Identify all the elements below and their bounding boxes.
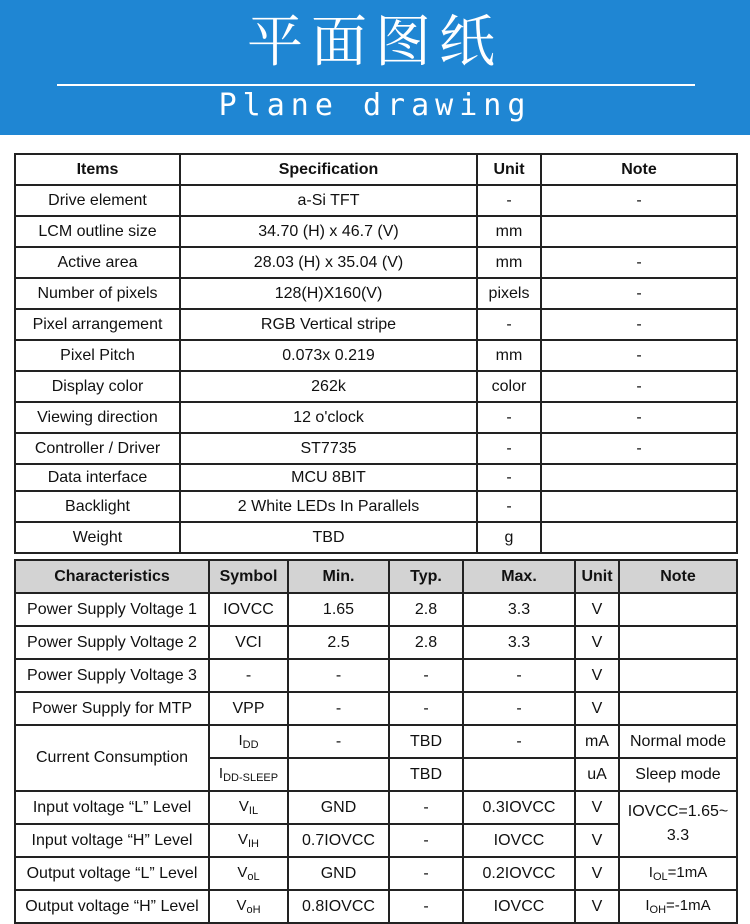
- cell-specification: 12 o'clock: [180, 402, 477, 433]
- cell-note: -: [541, 247, 737, 278]
- cell-specification: 28.03 (H) x 35.04 (V): [180, 247, 477, 278]
- cell-unit: V: [575, 593, 619, 626]
- cell-max: 3.3: [463, 626, 575, 659]
- cell-unit: -: [477, 464, 541, 491]
- cell-specification: 262k: [180, 371, 477, 402]
- cell-specification: a-Si TFT: [180, 185, 477, 216]
- cell-typ: -: [389, 857, 463, 890]
- cell-unit: -: [477, 185, 541, 216]
- table-row: [15, 309, 737, 340]
- specs-header-row: [15, 154, 737, 185]
- cell-symbol: $V_{oL}$: [209, 857, 288, 890]
- cell-typ: TBD: [389, 725, 463, 758]
- cell-unit: color: [477, 371, 541, 402]
- cell-max: IOVCC: [463, 890, 575, 923]
- cell-note: -: [541, 278, 737, 309]
- cell-typ: 2.8: [389, 593, 463, 626]
- cell-item: Pixel Pitch: [15, 340, 180, 371]
- table-row: [15, 491, 737, 522]
- table-row: [15, 433, 737, 464]
- cell-item: Weight: [15, 522, 180, 553]
- cell-specification: MCU 8BIT: [180, 464, 477, 491]
- cell-typ: -: [389, 692, 463, 725]
- cell-typ: 2.8: [389, 626, 463, 659]
- table-row: [15, 692, 737, 725]
- chars-header-max: Max.: [463, 560, 575, 593]
- cell-min: 0.7IOVCC: [288, 824, 389, 857]
- cell-unit: V: [575, 692, 619, 725]
- cell-specification: RGB Vertical stripe: [180, 309, 477, 340]
- cell-max: 0.3IOVCC: [463, 791, 575, 824]
- cell-note: Normal mode: [619, 725, 737, 758]
- cell-unit: mm: [477, 247, 541, 278]
- table-row: [15, 185, 737, 216]
- table-row: [15, 371, 737, 402]
- cell-min: 2.5: [288, 626, 389, 659]
- cell-characteristic: Power Supply Voltage 3: [15, 659, 209, 692]
- cell-characteristic: Power Supply for MTP: [15, 692, 209, 725]
- cell-unit: V: [575, 857, 619, 890]
- cell-max: -: [463, 692, 575, 725]
- cell-symbol: $V_{IL}$: [209, 791, 288, 824]
- table-row: [15, 247, 737, 278]
- table-row: [15, 522, 737, 553]
- cell-symbol: $V_{IH}$: [209, 824, 288, 857]
- cell-max: [463, 758, 575, 791]
- cell-item: LCM outline size: [15, 216, 180, 247]
- cell-specification: 0.073x 0.219: [180, 340, 477, 371]
- cell-note: [619, 659, 737, 692]
- cell-min: -: [288, 659, 389, 692]
- cell-characteristic: Input voltage “L” Level: [15, 791, 209, 824]
- cell-item: Controller / Driver: [15, 433, 180, 464]
- title-chinese: 平面图纸: [247, 10, 503, 75]
- cell-note: -: [541, 433, 737, 464]
- cell-unit: -: [477, 309, 541, 340]
- cell-min: GND: [288, 857, 389, 890]
- cell-unit: mm: [477, 340, 541, 371]
- table-row: [15, 464, 737, 491]
- cell-item: Pixel arrangement: [15, 309, 180, 340]
- cell-note: [541, 216, 737, 247]
- cell-item: Drive element: [15, 185, 180, 216]
- chars-header-typ: Typ.: [389, 560, 463, 593]
- cell-item: Viewing direction: [15, 402, 180, 433]
- cell-characteristic: Input voltage “H” Level: [15, 824, 209, 857]
- cell-characteristic: Output voltage “H” Level: [15, 890, 209, 923]
- cell-note-iovcc-range: IOVCC=1.65~ 3.3: [619, 791, 737, 857]
- cell-unit: mm: [477, 216, 541, 247]
- cell-typ: TBD: [389, 758, 463, 791]
- cell-item: Active area: [15, 247, 180, 278]
- cell-specification: TBD: [180, 522, 477, 553]
- header-banner: [0, 0, 750, 135]
- characteristics-table: [14, 559, 738, 924]
- cell-specification: 2 White LEDs In Parallels: [180, 491, 477, 522]
- chars-header-characteristics: Characteristics: [15, 560, 209, 593]
- table-row: [15, 626, 737, 659]
- chars-header-row: [15, 560, 737, 593]
- cell-unit: -: [477, 402, 541, 433]
- cell-characteristic: Power Supply Voltage 2: [15, 626, 209, 659]
- cell-unit: V: [575, 890, 619, 923]
- cell-max: 0.2IOVCC: [463, 857, 575, 890]
- cell-specification: ST7735: [180, 433, 477, 464]
- cell-min: GND: [288, 791, 389, 824]
- table-row: [15, 593, 737, 626]
- cell-symbol: VPP: [209, 692, 288, 725]
- cell-note: $I_{OH}=-1mA$: [619, 890, 737, 923]
- cell-unit: -: [477, 433, 541, 464]
- cell-item: Display color: [15, 371, 180, 402]
- cell-note: $I_{OL}=1mA$: [619, 857, 737, 890]
- cell-max: 3.3: [463, 593, 575, 626]
- cell-min: [288, 758, 389, 791]
- cell-unit: V: [575, 626, 619, 659]
- cell-max: IOVCC: [463, 824, 575, 857]
- cell-note: -: [541, 402, 737, 433]
- cell-typ: -: [389, 890, 463, 923]
- cell-unit: -: [477, 491, 541, 522]
- cell-note: -: [541, 185, 737, 216]
- table-row: [15, 659, 737, 692]
- title-english: Plane drawing: [218, 88, 532, 123]
- cell-note: Sleep mode: [619, 758, 737, 791]
- cell-typ: -: [389, 824, 463, 857]
- cell-symbol: $I_{DD-SLEEP}$: [209, 758, 288, 791]
- cell-min: 0.8IOVCC: [288, 890, 389, 923]
- table-row-output-high: [15, 890, 737, 923]
- cell-item: Data interface: [15, 464, 180, 491]
- cell-min: -: [288, 725, 389, 758]
- cell-note: [619, 593, 737, 626]
- cell-typ: -: [389, 659, 463, 692]
- specs-header-unit: Unit: [477, 154, 541, 185]
- cell-note: -: [541, 340, 737, 371]
- cell-unit: mA: [575, 725, 619, 758]
- cell-symbol: VCI: [209, 626, 288, 659]
- cell-note: [619, 692, 737, 725]
- cell-note: [541, 522, 737, 553]
- table-row: [15, 216, 737, 247]
- cell-unit: uA: [575, 758, 619, 791]
- cell-note: [541, 491, 737, 522]
- table-row: [15, 278, 737, 309]
- table-row-output-low: [15, 857, 737, 890]
- cell-unit: V: [575, 824, 619, 857]
- cell-min: 1.65: [288, 593, 389, 626]
- table-row-input-low: [15, 791, 737, 824]
- specifications-table: [14, 153, 738, 554]
- cell-symbol: IOVCC: [209, 593, 288, 626]
- cell-unit: pixels: [477, 278, 541, 309]
- cell-note: [541, 464, 737, 491]
- specs-header-items: Items: [15, 154, 180, 185]
- cell-characteristic: Power Supply Voltage 1: [15, 593, 209, 626]
- cell-symbol: $I_{DD}$: [209, 725, 288, 758]
- cell-characteristic: Current Consumption: [15, 725, 209, 791]
- chars-header-min: Min.: [288, 560, 389, 593]
- cell-note: [619, 626, 737, 659]
- cell-item: Number of pixels: [15, 278, 180, 309]
- cell-item: Backlight: [15, 491, 180, 522]
- cell-characteristic: Output voltage “L” Level: [15, 857, 209, 890]
- cell-max: -: [463, 659, 575, 692]
- cell-typ: -: [389, 791, 463, 824]
- table-row: [15, 340, 737, 371]
- cell-note: -: [541, 371, 737, 402]
- cell-unit: V: [575, 659, 619, 692]
- chars-header-symbol: Symbol: [209, 560, 288, 593]
- cell-specification: 128(H)X160(V): [180, 278, 477, 309]
- table-row-current-1: [15, 725, 737, 758]
- table-row: [15, 402, 737, 433]
- specs-header-note: Note: [541, 154, 737, 185]
- cell-note: -: [541, 309, 737, 340]
- cell-max: -: [463, 725, 575, 758]
- cell-unit: V: [575, 791, 619, 824]
- chars-header-unit: Unit: [575, 560, 619, 593]
- cell-specification: 34.70 (H) x 46.7 (V): [180, 216, 477, 247]
- cell-symbol: -: [209, 659, 288, 692]
- cell-unit: g: [477, 522, 541, 553]
- chars-header-note: Note: [619, 560, 737, 593]
- cell-min: -: [288, 692, 389, 725]
- specs-header-specification: Specification: [180, 154, 477, 185]
- cell-symbol: $V_{oH}$: [209, 890, 288, 923]
